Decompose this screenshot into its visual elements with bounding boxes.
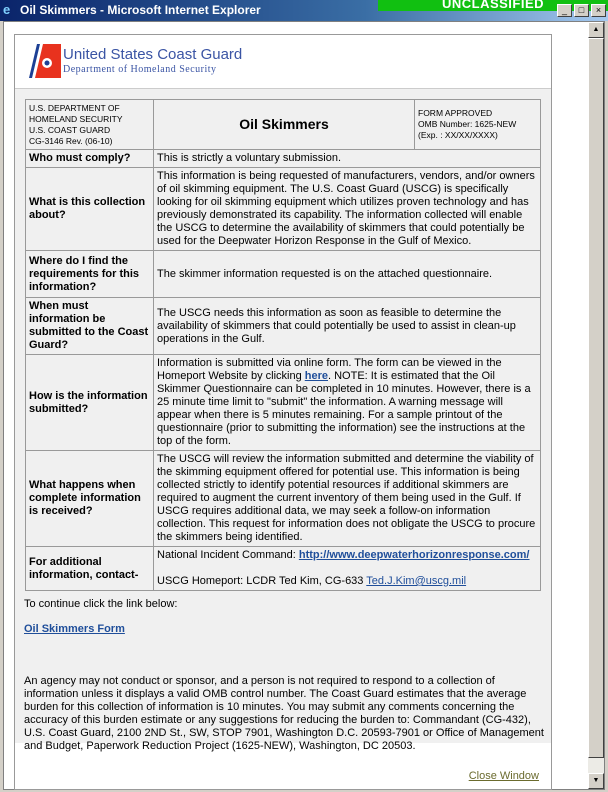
page-panel [14,34,552,790]
omb-disclaimer: An agency may not conduct or sponsor, and a person is not required to respond to a collection of information unless it displays a valid OMB control number. The Coast Guard estimates that the average burden for this collection of information is 10 minutes. You may submit any comments concerning the accuracy of this burden estimate or any suggestions for reducing the burden to: Commandant (CG-432), U.S. Coast Guard, 2100 2ND St., SW, STOP 7901, Washington D.C. 20593-7901 or Office of Management and Budget, Paperwork Reduction Project (1625-NEW), Washington, DC 20503. [24,675,544,752]
scroll-down-icon[interactable]: ▼ [588,773,604,789]
table-row: When must information be submitted to the Coast Guard? The USCG needs this information as soon as feasible to determine the availability of skimmers that could potentially be used to assist in clean-up operations in the Gulf. [26,298,541,355]
uscg-stripe-icon [27,44,61,78]
close-window-link[interactable]: Close Window [468,770,539,782]
table-header-row [26,100,541,150]
oil-skimmers-form-link[interactable]: Oil Skimmers Form [24,623,125,635]
minimize-button[interactable]: _ [557,4,572,17]
table-row: For additional information, contact- National Incident Command: http://www.deepwaterhorizonresponse.com/ USCG Homeport: LCDR Ted Kim, CG-633 Ted.J.Kim@uscg.mil [26,547,541,591]
logo-title: United States Coast Guard [63,46,243,63]
omb-block: FORM APPROVED OMB Number: 1625-NEW (Exp. : XX/XX/XXXX) [415,100,541,150]
deepwater-link[interactable]: http://www.deepwaterhorizonresponse.com/ [298,549,530,561]
logo-subtitle: Department of Homeland Security [63,64,217,75]
agency-block: U.S. DEPARTMENT OF HOMELAND SECURITY U.S. COAST GUARD CG-3146 Rev. (06-10) [26,100,154,150]
uscg-logo [15,35,551,89]
browser-content [3,21,605,790]
table-row: What happens when complete information is received? The USCG will review the information submitted and determine the viability of the skimming equipment offered for potential use. This information is being collected strictly to identify potential resources if additional skimmers are required to augment the current inventory of them being used in the Gulf. If USCG requires additional data, we may seek a follow-on information collection. This request for information does not obligate the USCG to procure the skimmers being identified. [26,451,541,547]
table-row: How is the information submitted? Information is submitted via online form. The form can be viewed in the Homeport Website by clicking here. NOTE: It is estimated that the Oil Skimmer Questionnaire can be completed in 10 minutes. However, there is a 25 minute time limit to "submit" the information. A warning message will appear when there is 5 minutes remaining. For a sample printout of the questionnaire (prior to submitting the information) see the instructions at the top of the form. [26,355,541,451]
continue-text: To continue click the link below: [24,598,178,610]
table-row: Who must comply? This is strictly a voluntary submission. [26,150,541,168]
table-row: What is this collection about? This information is being requested of manufacturers, vendors, and/or owners of oil skimming equipment. The U.S. Coast Guard (USCG) is specifically looking for oil skimming equipment which utilizes proven technology and has previously demonstrated its capability. The information collected will enable the USCG to determine the availability of skimmers that could potentially be used for the Deepwater Horizon Response in the Gulf of Mexico. [26,168,541,251]
email-link[interactable]: Ted.J.Kim@uscg.mil [366,575,467,587]
form-title: Oil Skimmers [154,100,415,150]
ie-icon: e [3,2,11,17]
scroll-thumb[interactable] [588,38,604,758]
info-table [25,99,541,591]
table-row: Where do I find the requirements for this information? The skimmer information requested is on the attached questionnaire. [26,251,541,298]
close-window-button[interactable]: × [591,4,606,17]
scroll-up-icon[interactable]: ▲ [588,22,604,38]
here-link[interactable]: here [304,370,328,382]
vertical-scrollbar[interactable] [588,22,604,789]
window-title: Oil Skimmers - Microsoft Internet Explorer [20,3,261,17]
classification-banner: UNCLASSIFIED [378,0,608,11]
window-controls [557,4,606,17]
maximize-button[interactable]: □ [574,4,589,17]
